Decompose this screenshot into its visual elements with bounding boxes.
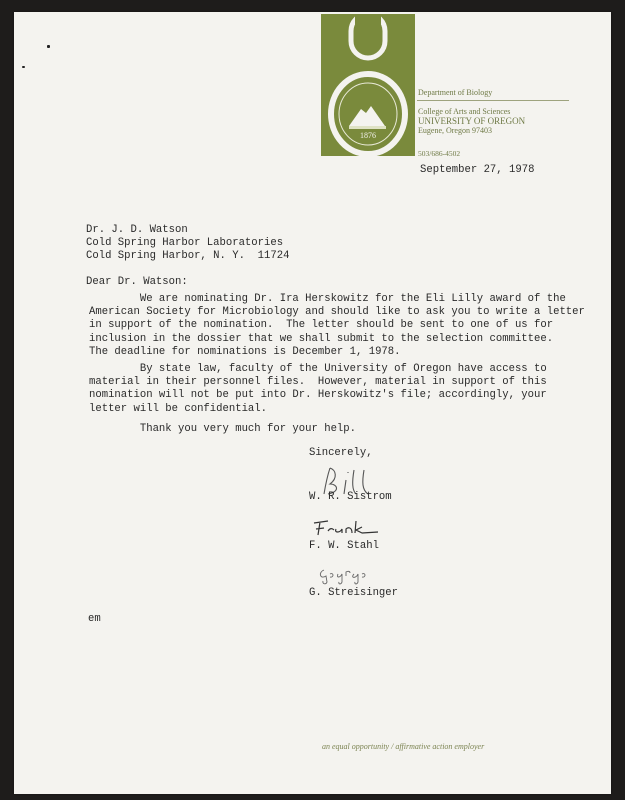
footer-tagline: an equal opportunity / affirmative action employer [322, 742, 485, 751]
paper-speck [47, 45, 50, 48]
body-paragraph-2: By state law, faculty of the University of Oregon have access to material in their personnel files. However, material in support of this nomination will not be put into Dr. Herskowitz's file; accordingly, your letter will be confidential. [89, 363, 547, 415]
recipient-line-1: Dr. J. D. Watson [86, 224, 188, 236]
letterhead-divider [417, 100, 569, 101]
body-paragraph-1: We are nominating Dr. Ira Herskowitz for the Eli Lilly award of the American Society for Microbiology and should like to ask you to write a letter in support of the nomination. The letter should be sent to one of us for inclusion in the dossier that we shall submit to the selection committee. The deadline for nominations is December 1, 1978. [89, 293, 585, 358]
phone-number: 503/686-4502 [418, 149, 461, 158]
department-name: Department of Biology [418, 88, 493, 97]
university-name: UNIVERSITY OF OREGON [418, 116, 526, 126]
closing: Sincerely, [309, 447, 373, 459]
signatory-name-1: W. R. Sistrom [309, 491, 392, 503]
recipient-line-2: Cold Spring Harbor Laboratories [86, 237, 284, 249]
signature-george [316, 562, 376, 586]
university-seal-logo [321, 14, 415, 156]
body-paragraph-3: Thank you very much for your help. [89, 423, 357, 435]
letter-page [14, 12, 611, 794]
college-name: College of Arts and Sciences [418, 107, 511, 116]
paper-speck [22, 66, 25, 68]
letter-date: September 27, 1978 [420, 164, 535, 176]
recipient-line-3: Cold Spring Harbor, N. Y. 11724 [86, 250, 290, 262]
signatory-name-2: F. W. Stahl [309, 540, 379, 552]
typist-initials: em [88, 613, 101, 625]
university-address: Eugene, Oregon 97403 [418, 126, 492, 135]
seal-year: 1876 [360, 131, 376, 140]
signatory-name-3: G. Streisinger [309, 587, 399, 599]
salutation: Dear Dr. Watson: [86, 276, 188, 288]
